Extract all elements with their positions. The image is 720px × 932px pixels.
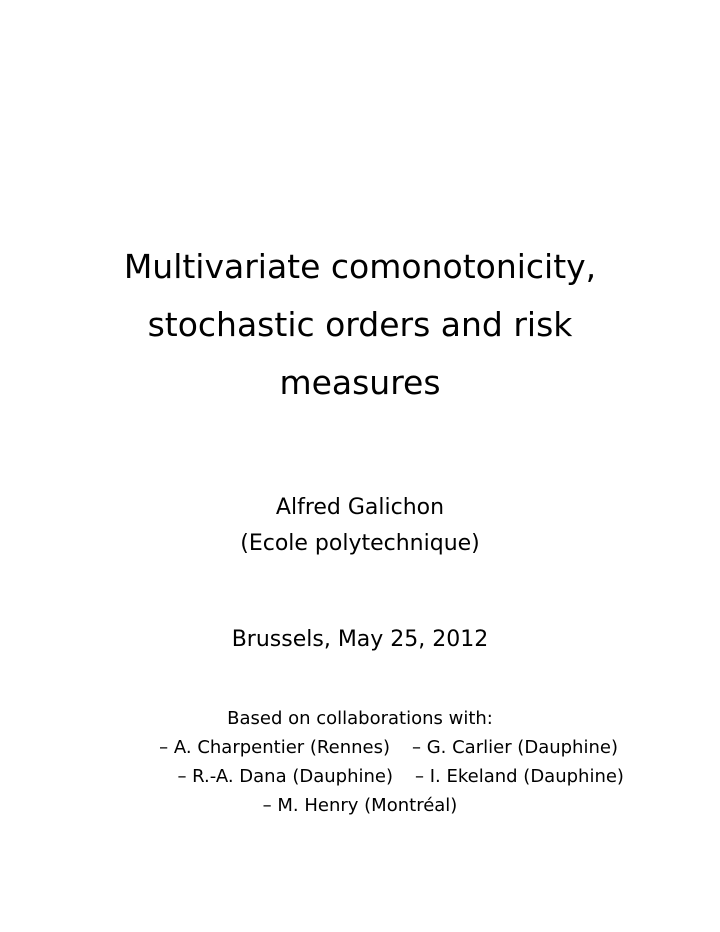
title-line-3: measures (279, 363, 441, 402)
author-affiliation: (Ecole polytechnique) (240, 531, 480, 556)
collaborator-row (0, 733, 720, 762)
collaborator-charpentier: – A. Charpentier (Rennes) (159, 737, 390, 758)
collaborations-heading: Based on collaborations with: (227, 708, 493, 729)
collaborator-ekeland: – I. Ekeland (Dauphine) (415, 766, 624, 787)
collaborator-carlier: – G. Carlier (Dauphine) (412, 737, 618, 758)
collaborations-block (0, 704, 720, 820)
collaborator-henry: – M. Henry (Montréal) (262, 795, 458, 816)
title-line-2: stochastic orders and risk (147, 305, 573, 344)
author-block (0, 490, 720, 562)
presentation-title (0, 238, 720, 412)
title-line-1: Multivariate comonotonicity, (123, 247, 597, 286)
author-name: Alfred Galichon (275, 495, 445, 520)
collaborator-row (0, 762, 720, 791)
collaborator-dana: – R.-A. Dana (Dauphine) (177, 766, 393, 787)
event-location-date: Brussels, May 25, 2012 (231, 627, 489, 652)
